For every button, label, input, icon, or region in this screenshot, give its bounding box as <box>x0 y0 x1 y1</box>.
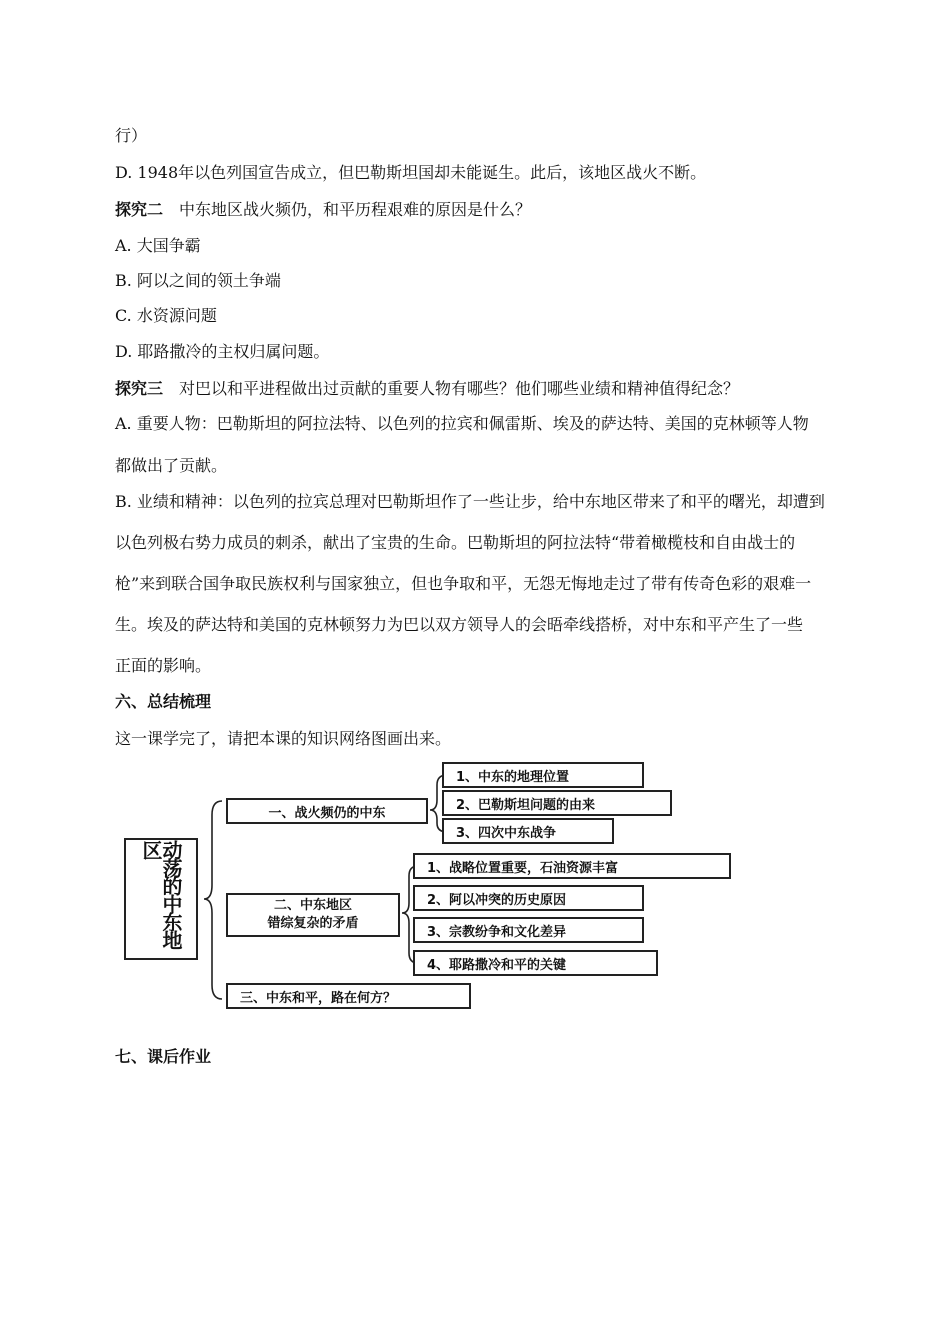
branch1-item-2-label: 2、巴勒斯坦问题的由来 <box>456 797 596 813</box>
answer-b2-line4: 生。埃及的萨达特和美国的克林顿努力为巴以双方领导人的会晤牵线搭桥，对中东和平产生了一些 <box>115 615 804 634</box>
branch2-box <box>226 893 400 937</box>
answer-b: B. 阿以之间的领土争端 <box>115 271 281 290</box>
option-d-1948: D. 1948年以色列国宣告成立，但巴勒斯坦国却未能诞生。此后，该地区战火不断。 <box>115 163 707 182</box>
diagram-root-label: 动荡的中东地区 <box>139 840 183 948</box>
section-six-text: 这一课学完了，请把本课的知识网络图画出来。 <box>115 729 452 748</box>
inquiry-three-label: 探究三 <box>115 379 164 398</box>
branch2-item-3 <box>413 917 644 943</box>
branch2-label-line2: 错综复杂的矛盾 <box>267 916 359 931</box>
answer-b2-line3: 枪”来到联合国争取民族权利与国家独立，但也争取和平，无怨无悔地走过了带有传奇色彩的艰难一 <box>115 574 812 593</box>
branch2-item-2 <box>413 885 644 911</box>
branch1-item-3-label: 3、四次中东战争 <box>456 825 557 841</box>
section-six-heading: 六、总结梳理 <box>115 692 212 711</box>
answer-a2-line1: A. 重要人物：巴勒斯坦的阿拉法特、以色列的拉宾和佩雷斯、埃及的萨达特、美国的克林顿等人物 <box>115 414 809 433</box>
branch1-box <box>226 798 428 824</box>
branch2-label-line1: 二、中东地区 <box>273 898 352 913</box>
branch1-label: 一、战火频仍的中东 <box>268 805 386 821</box>
branch2-brace <box>402 866 418 963</box>
branch3-box <box>226 983 471 1009</box>
answer-b2-line5: 正面的影响。 <box>115 656 212 675</box>
answer-c: C. 水资源问题 <box>115 306 217 325</box>
branch2-item-1-label: 1、战略位置重要，石油资源丰富 <box>427 860 619 876</box>
inquiry-two-question: 中东地区战火频仍，和平历程艰难的原因是什么？ <box>179 200 532 219</box>
answer-a2-line2: 都做出了贡献。 <box>115 456 228 475</box>
branch3-label: 三、中东和平，路在何方？ <box>240 990 397 1006</box>
answer-b2-line1: B. 业绩和精神：以色列的拉宾总理对巴勒斯坦作了一些让步，给中东地区带来了和平的曙光，却遭到 <box>115 492 825 511</box>
section-seven-heading: 七、课后作业 <box>115 1047 212 1066</box>
branch2-item-1 <box>413 853 731 879</box>
text-line: 行） <box>115 126 148 145</box>
branch2-item-4 <box>413 950 658 976</box>
answer-d: D. 耶路撒冷的主权归属问题。 <box>115 342 330 361</box>
branch1-item-3 <box>442 818 614 844</box>
main-brace <box>204 801 222 999</box>
inquiry-two-label: 探究二 <box>115 200 164 219</box>
branch2-item-2-label: 2、阿以冲突的历史原因 <box>427 892 567 908</box>
branch2-item-4-label: 4、耶路撒冷和平的关键 <box>427 957 567 973</box>
branch1-item-2 <box>442 790 672 816</box>
diagram-root <box>124 838 198 960</box>
branch2-item-3-label: 3、宗教纷争和文化差异 <box>427 924 567 940</box>
branch1-item-1 <box>442 762 644 788</box>
branch1-item-1-label: 1、中东的地理位置 <box>456 769 570 785</box>
answer-b2-line2: 以色列极右势力成员的刺杀，献出了宝贵的生命。巴勒斯坦的阿拉法特“带着橄榄枝和自由战士的 <box>115 533 796 552</box>
answer-a: A. 大国争霸 <box>115 236 201 255</box>
inquiry-three-question: 对巴以和平进程做出过贡献的重要人物有哪些？他们哪些业绩和精神值得纪念？ <box>179 379 740 398</box>
